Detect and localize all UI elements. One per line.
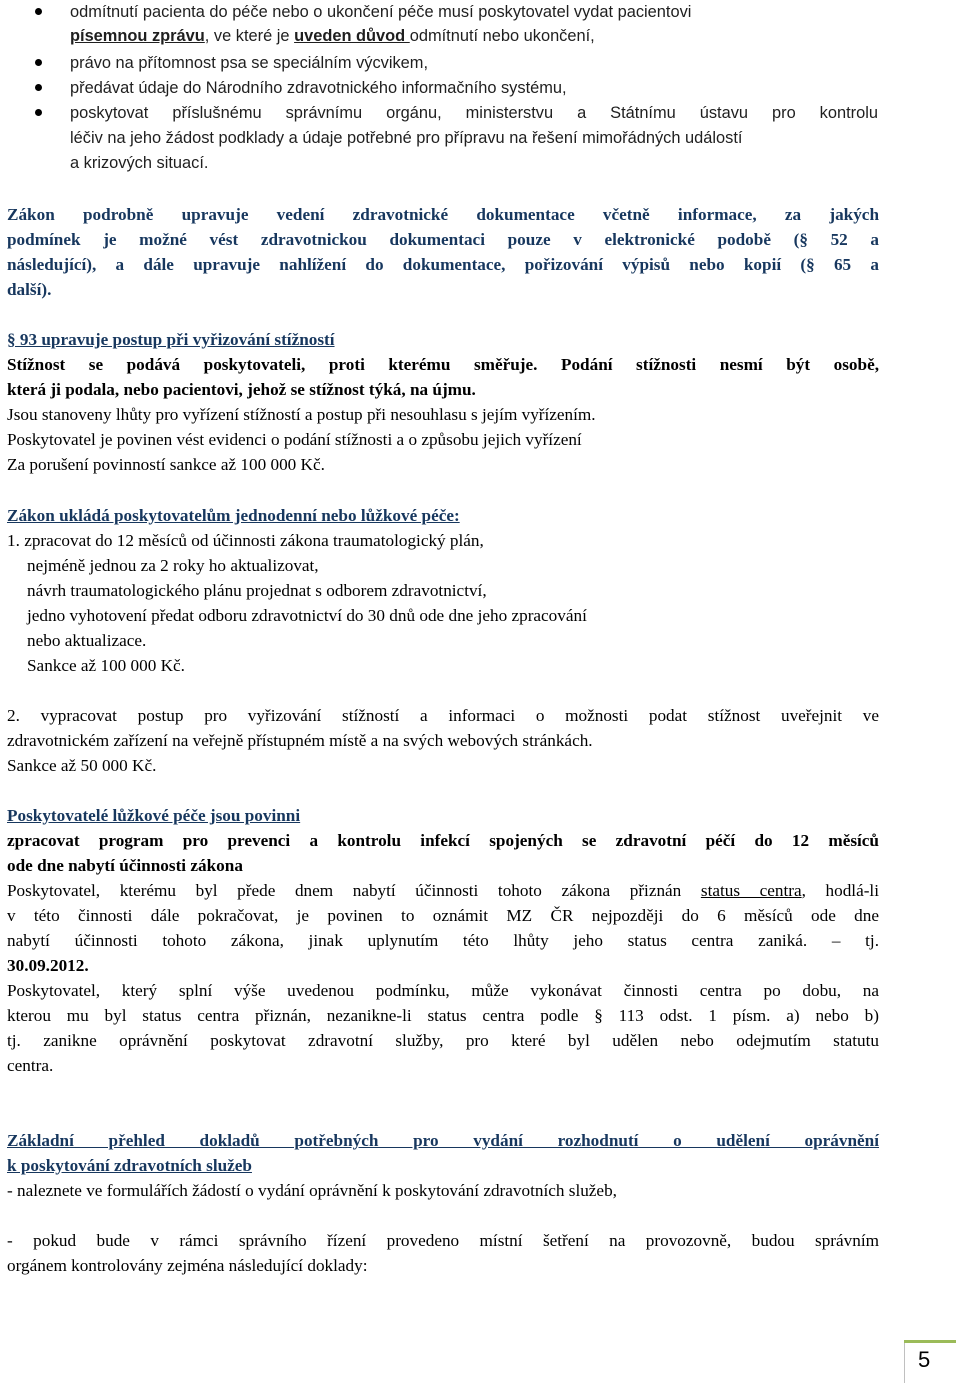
list-item-continuation [0, 24, 960, 49]
inpatient-line: tj. zanikne oprávnění poskytovat zdravotní služby, pro které byl udělen nebo odejmutím statutu [7, 1031, 879, 1050]
footer-box [904, 1343, 957, 1383]
emphasis-text: písemnou zprávu [70, 27, 205, 45]
duty-line: nejméně jednou za 2 roky ho aktualizovat, [27, 556, 319, 575]
overview-line: - naleznete ve formulářích žádostí o vydání oprávnění k poskytování zdravotních služeb, [7, 1181, 617, 1200]
list-item [0, 51, 960, 76]
law-paragraph-line: další). [7, 280, 52, 299]
duty-line: nebo aktualizace. [27, 631, 147, 650]
inpatient-date: 30.09.2012. [7, 956, 89, 975]
status-centra-link-text: status centra [700, 881, 802, 900]
law-paragraph-line: Zákon podrobně upravuje vedení zdravotnické dokumentace včetně informace, za jakých [7, 205, 879, 224]
duty-line: 1. zpracovat do 12 měsíců od účinnosti zákona traumatologický plán, [7, 531, 484, 550]
list-item-text: léčiv na jeho žádost podklady a údaje potřebné pro přípravu na řešení mimořádných událostí [70, 129, 743, 147]
duty-line: Sankce až 100 000 Kč. [27, 656, 185, 675]
section-heading-overview: k poskytování zdravotních služeb [7, 1156, 252, 1175]
law-paragraph-line: následující), a dále upravuje nahlížení do dokumentace, pořizování výpisů nebo kopií (§ 65 a [7, 255, 879, 274]
complaints-line: Poskytovatel je povinen vést evidenci o podání stížnosti a o způsobu jejich vyřízení [7, 430, 582, 449]
duty-line: návrh traumatologického plánu projednat s odborem zdravotnictví, [27, 581, 487, 600]
list-item [0, 101, 960, 126]
text-run: Poskytovatel, kterému byl přede dnem nabytí účinnosti tohoto zákona přiznán [7, 881, 701, 900]
overview-line: - pokud bude v rámci správního řízení provedeno místní šetření na provozovně, budou správním [7, 1231, 879, 1250]
list-item-text: předávat údaje do Národního zdravotnického informačního systému, [70, 79, 567, 97]
duty-line: 2. vypracovat postup pro vyřizování stížností a informaci o možnosti podat stížnost uveřejnit ve [7, 706, 879, 725]
text-run: odmítnutí nebo ukončení, [409, 27, 595, 45]
inpatient-bold-line: zpracovat program pro prevenci a kontrolu infekcí spojených se zdravotní péčí do 12 měsíců [7, 831, 879, 850]
section-heading-complaints: § 93 upravuje postup při vyřizování stížností [7, 330, 335, 349]
bullet-icon [35, 84, 42, 91]
inpatient-line: v této činnosti dále pokračovat, je povinen to oznámit MZ ČR nejpozději do 6 měsíců ode dne [7, 906, 879, 925]
section-heading-inpatient: Poskytovatelé lůžkové péče jsou povinni [7, 806, 301, 825]
emphasis-text: uveden důvod [294, 27, 410, 45]
overview-line: orgánem kontrolovány zejména následující doklady: [7, 1256, 368, 1275]
inpatient-line: kterou mu byl status centra přiznán, nezanikne-li status centra podle § 113 odst. 1 písm. a) nebo b) [7, 1006, 879, 1025]
duty-line: zdravotnickém zařízení na veřejně přístupném místě a na svých webových stránkách. [7, 731, 593, 750]
list-item-continuation [0, 151, 960, 176]
duty-line: jedno vyhotovení předat odboru zdravotnictví do 30 dnů ode dne jeho zpracování [27, 606, 587, 625]
list-item-text: právo na přítomnost psa se speciálním výcvikem, [70, 54, 429, 72]
page-number: 5 [918, 1347, 931, 1372]
list-item-continuation [0, 126, 960, 151]
bullet-icon [35, 109, 42, 116]
text-run: , hodlá-li [801, 881, 879, 900]
text-run: , ve které je [204, 27, 295, 45]
section-heading-duties: Zákon ukládá poskytovatelům jednodenní nebo lůžkové péče: [7, 506, 460, 525]
inpatient-line: centra. [7, 1056, 54, 1075]
list-item [0, 76, 960, 101]
section-heading-overview: Základní přehled dokladů potřebných pro vydání rozhodnutí o udělení oprávnění [7, 1131, 879, 1150]
complaints-bold-line: která ji podala, nebo pacientovi, jehož se stížnost týká, na újmu. [7, 380, 476, 399]
inpatient-line: nabytí účinnosti tohoto zákona, jinak uplynutím této lhůty jeho status centra zaniká. – tj. [7, 931, 879, 950]
law-paragraph-line: podmínek je možné vést zdravotnickou dokumentaci pouze v elektronické podobě (§ 52 a [7, 230, 879, 249]
complaints-bold-line: Stížnost se podává poskytovateli, proti kterému směřuje. Podání stížnosti nesmí být osobě, [7, 355, 879, 374]
list-item-text: poskytovat příslušnému správnímu orgánu, ministerstvu a Státnímu ústavu pro kontrolu [70, 104, 878, 122]
list-item [0, 0, 960, 25]
duty-line: Sankce až 50 000 Kč. [7, 756, 157, 775]
list-item-text: odmítnutí pacienta do péče nebo o ukončení péče musí poskytovatel vydat pacientovi [70, 3, 692, 21]
bullet-icon [35, 8, 42, 15]
inpatient-line [7, 879, 879, 903]
inpatient-bold-line: ode dne nabytí účinnosti zákona [7, 856, 243, 875]
inpatient-line: Poskytovatel, který splní výše uvedenou podmínku, může vykonávat činnosti centra po dobu, na [7, 981, 879, 1000]
complaints-line: Jsou stanoveny lhůty pro vyřízení stížností a postup při nesouhlasu s jejím vyřízením. [7, 405, 596, 424]
list-item-text: a krizových situací. [70, 154, 209, 172]
list-item-text [70, 24, 595, 48]
complaints-line: Za porušení povinností sankce až 100 000 Kč. [7, 455, 325, 474]
bullet-icon [35, 59, 42, 66]
